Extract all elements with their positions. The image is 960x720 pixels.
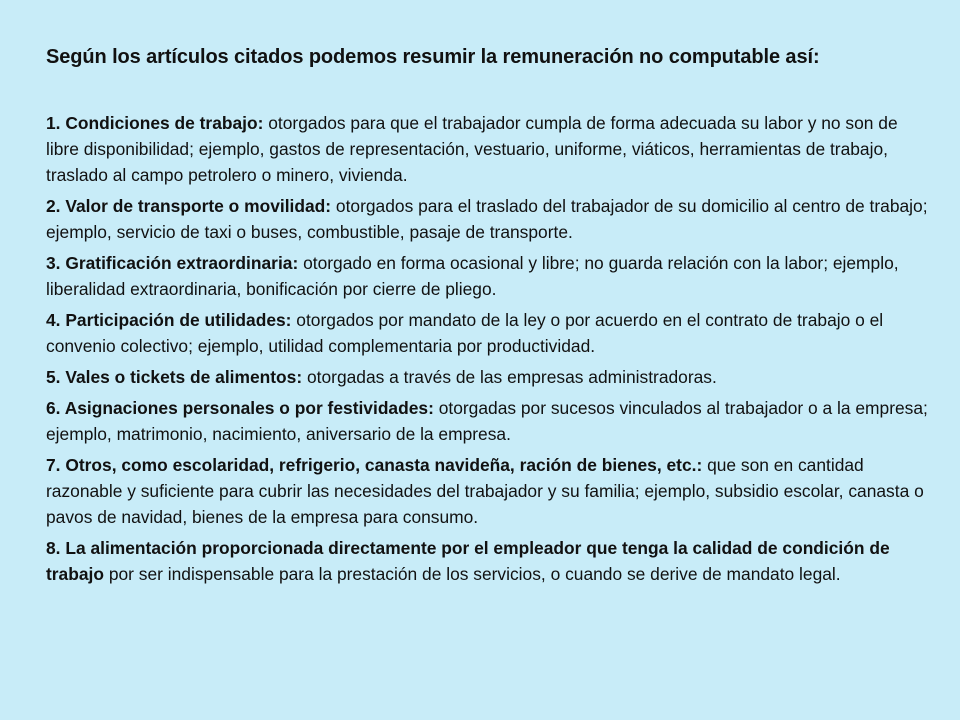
item-text: por ser indispensable para la prestación de los servicios, o cuando se derive de mandato legal. bbox=[103, 564, 841, 584]
list-item bbox=[46, 307, 930, 359]
item-text: otorgadas a través de las empresas administradoras. bbox=[302, 367, 717, 387]
item-text: otorgado en forma ocasional y libre; no guarda relación con la labor; ejemplo, liberalidad extraordinaria, bonificación por cierre de pliego. bbox=[46, 253, 899, 299]
item-text: que son en cantidad razonable y suficiente para cubrir las necesidades del trabajador y su familia; ejemplo, subsidio escolar, canasta o pavos de navidad, bienes de la empresa para consumo. bbox=[46, 455, 924, 527]
list-item bbox=[46, 110, 930, 188]
item-heading: 5. Vales o tickets de alimentos: bbox=[46, 367, 303, 387]
item-heading: 7. Otros, como escolaridad, refrigerio, canasta navideña, ración de bienes, etc.: bbox=[46, 455, 703, 475]
list-item bbox=[46, 452, 930, 530]
item-text: otorgadas por sucesos vinculados al trabajador o a la empresa; ejemplo, matrimonio, nacimiento, aniversario de la empresa. bbox=[46, 398, 928, 444]
list-item bbox=[46, 395, 930, 447]
item-heading: 3. Gratificación extraordinaria: bbox=[46, 253, 299, 273]
list-item bbox=[46, 535, 930, 587]
item-text: otorgados por mandato de la ley o por acuerdo en el contrato de trabajo o el convenio colectivo; ejemplo, utilidad complementaria por productividad. bbox=[46, 310, 884, 356]
list-item bbox=[46, 364, 930, 390]
remuneration-list bbox=[46, 110, 930, 587]
item-text: otorgados para que el trabajador cumpla de forma adecuada su labor y no son de libre disponibilidad; ejemplo, gastos de representación, vestuario, uniforme, viáticos, herramientas de trabajo, traslado al campo petrolero o minero, vivienda. bbox=[46, 113, 898, 185]
list-item bbox=[46, 193, 930, 245]
slide-title: Según los artículos citados podemos resumir la remuneración no computable así: bbox=[46, 46, 820, 68]
item-heading: 4. Participación de utilidades: bbox=[46, 310, 292, 330]
item-heading: 8. La alimentación proporcionada directamente por el empleador que tenga la calidad de condición de trabajo bbox=[46, 538, 890, 584]
item-heading: 1. Condiciones de trabajo: bbox=[46, 113, 264, 133]
item-heading: 6. Asignaciones personales o por festividades: bbox=[46, 398, 434, 418]
list-item bbox=[46, 250, 930, 302]
item-text: otorgados para el traslado del trabajador de su domicilio al centro de trabajo; ejemplo, servicio de taxi o buses, combustible, pasaje de transporte. bbox=[46, 196, 928, 242]
item-heading: 2. Valor de transporte o movilidad: bbox=[46, 196, 332, 216]
